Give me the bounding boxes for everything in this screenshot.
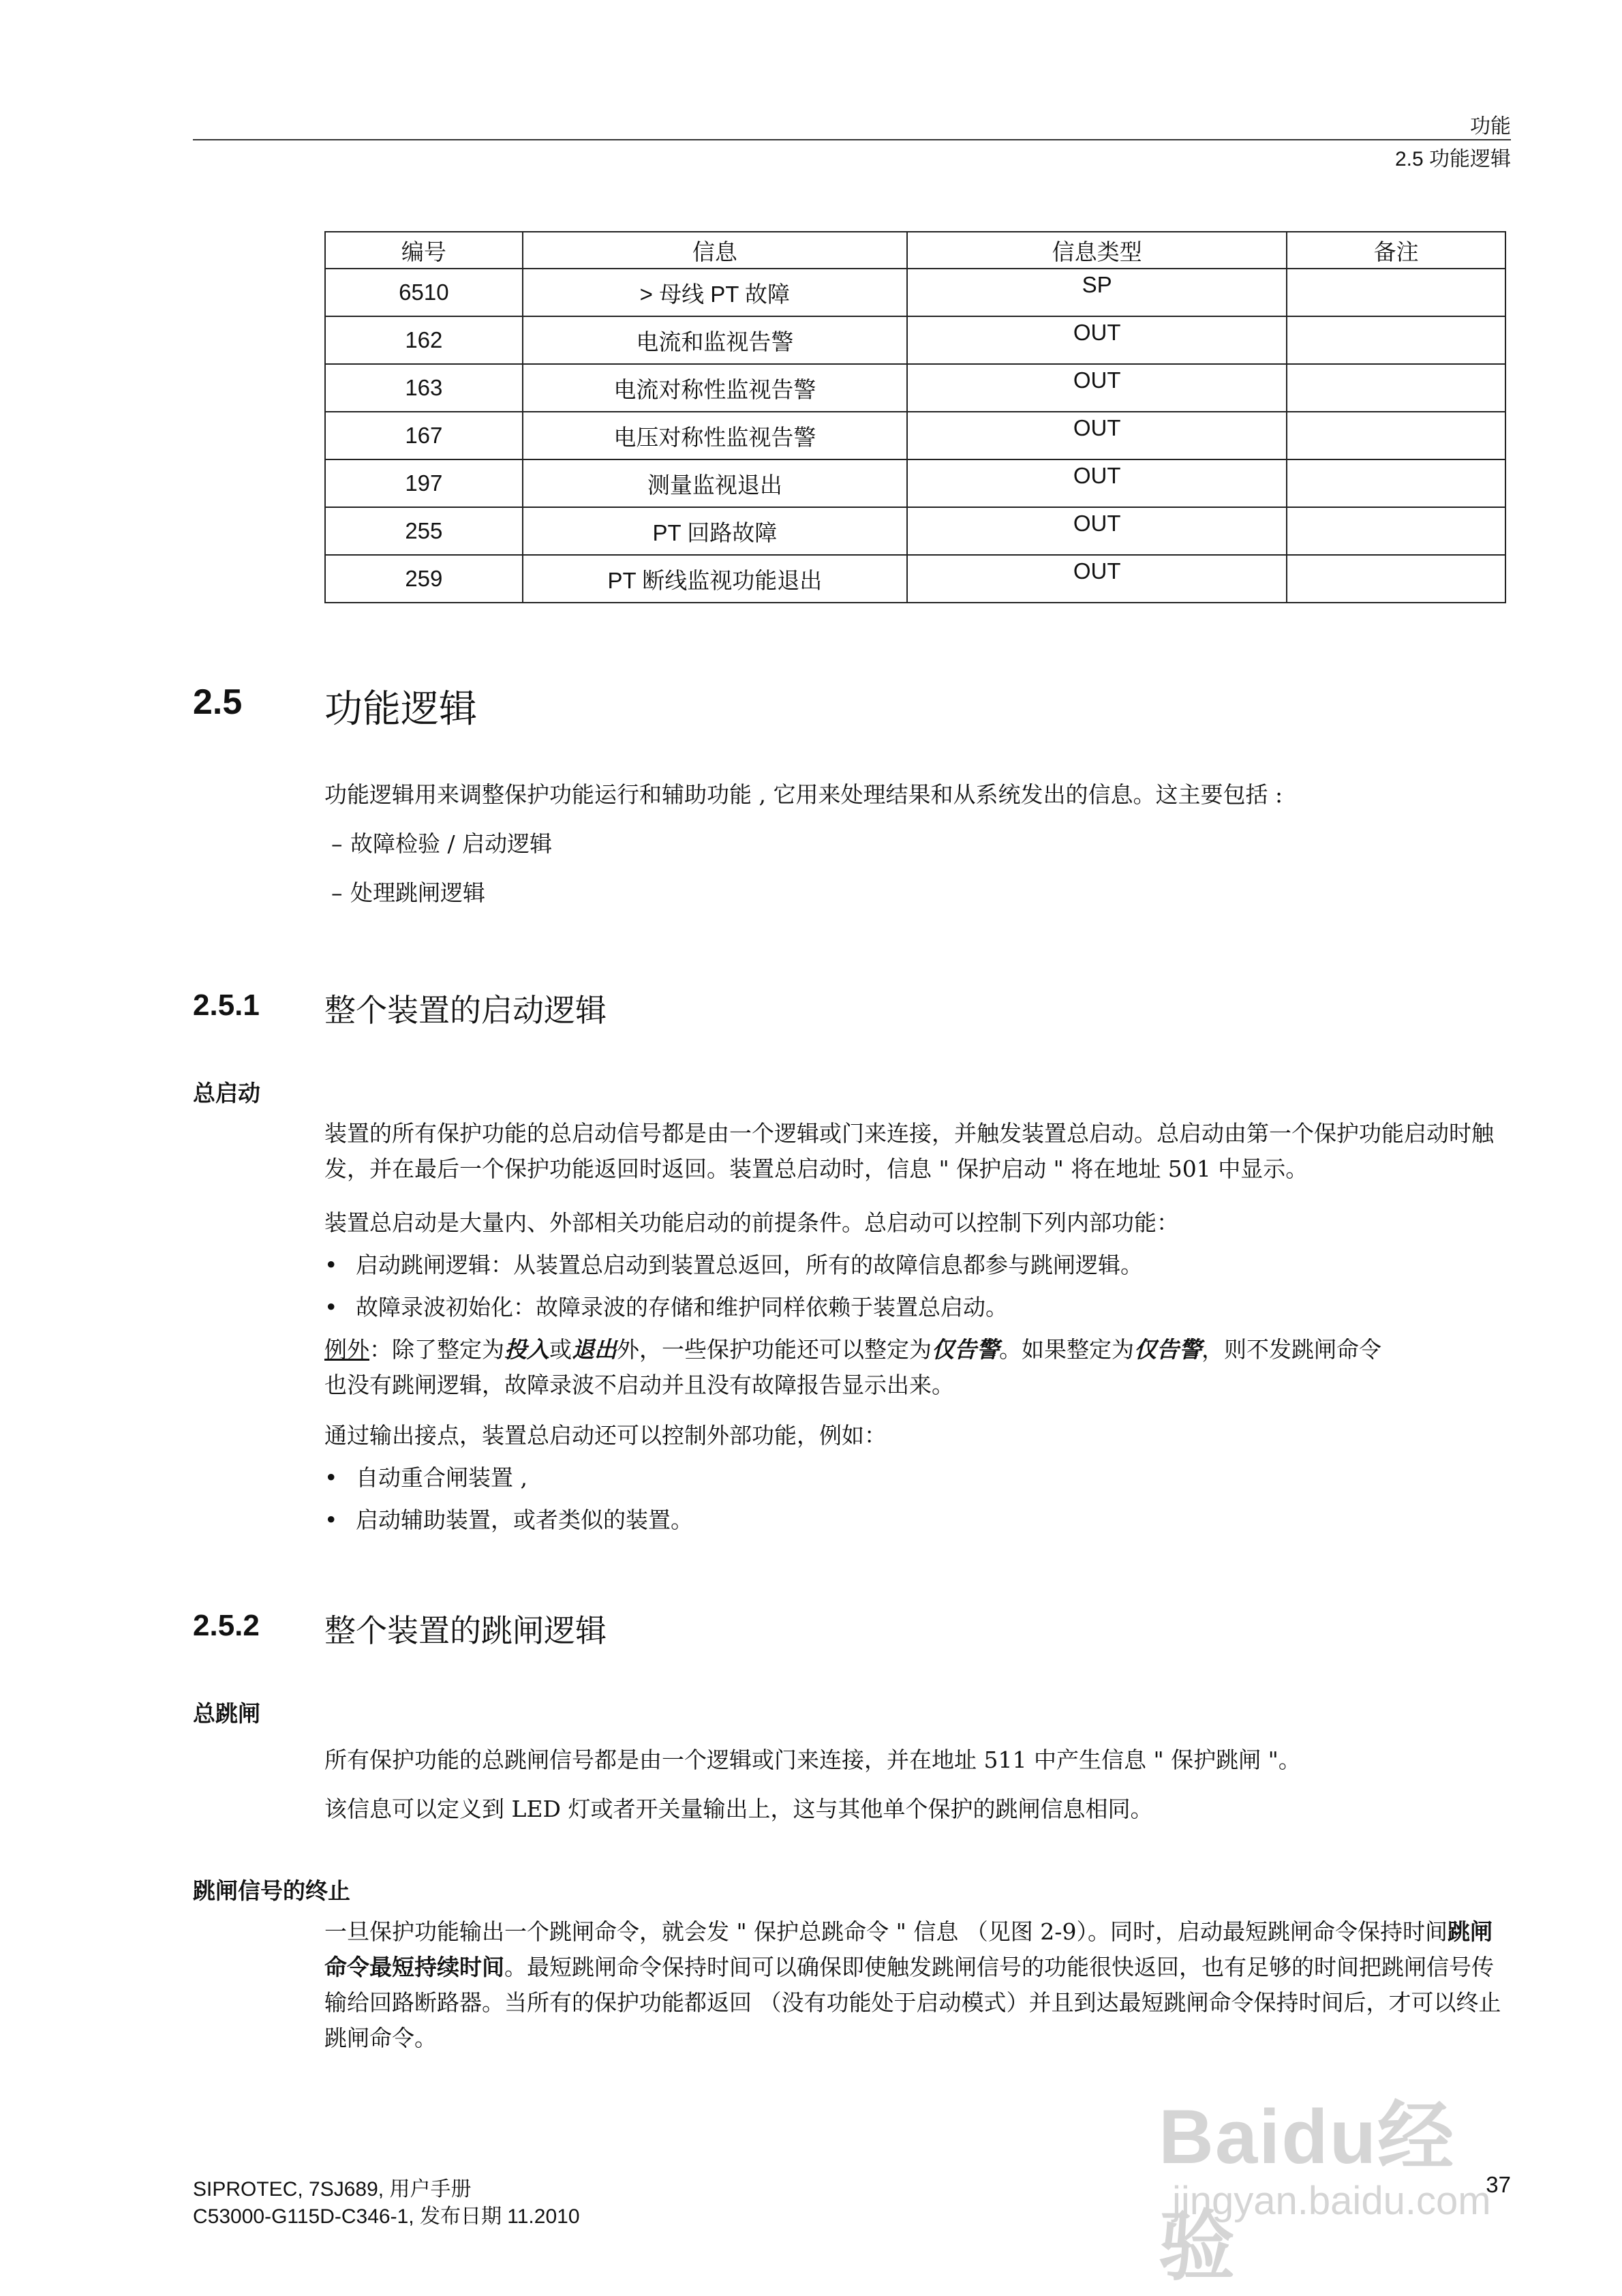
cell-type: OUT: [907, 316, 1287, 364]
setting-off: 退出: [572, 1336, 617, 1363]
table-row: [325, 412, 1505, 459]
cell-remark: [1287, 364, 1505, 412]
col-header-information: 信息: [523, 232, 907, 269]
bullet-text: 自动重合闸装置 ,: [356, 1464, 527, 1491]
bullet-text: 故障录波初始化：故障录波的存储和维护同样依赖于装置总启动。: [356, 1294, 1008, 1320]
bullet-item: [324, 1502, 693, 1535]
paragraph: 装置总启动是大量内、外部相关功能启动的前提条件。总启动可以控制下列内部功能：: [324, 1209, 1179, 1236]
running-header-title: 功能: [1470, 115, 1511, 138]
paragraph: 该信息可以定义到 LED 灯或者开关量输出上，这与其他单个保护的跳闸信息相同。: [324, 1796, 1153, 1822]
section-number: 2.5: [193, 682, 243, 722]
bullet-item: [324, 1290, 1008, 1322]
paragraph: 通过输出接点，装置总启动还可以控制外部功能，例如：: [324, 1422, 887, 1449]
bullet-text: 启动辅助装置，或者类似的装置。: [356, 1507, 693, 1533]
cell-type: OUT: [907, 459, 1287, 507]
bullet-item: [324, 1248, 1143, 1280]
cell-number: 6510: [325, 269, 523, 316]
cell-information: 测量监视退出: [523, 459, 907, 507]
exception-line: [324, 1332, 1381, 1364]
setting-on: 投入: [504, 1336, 549, 1363]
cell-type: OUT: [907, 507, 1287, 555]
cell-remark: [1287, 555, 1505, 603]
exception-text: ，则不发跳闸命令: [1202, 1336, 1381, 1363]
exception-line-2: 也没有跳闸逻辑，故障录波不启动并且没有故障报告显示出来。: [324, 1372, 954, 1398]
cell-information: 电流和监视告警: [523, 316, 907, 364]
subsection-number: 2.5.1: [193, 988, 260, 1022]
table-row: [325, 364, 1505, 412]
cell-information: PT 断线监视功能退出: [523, 555, 907, 603]
cell-information: > 母线 PT 故障: [523, 269, 907, 316]
watermark-url: jingyan.baidu.com: [1172, 2179, 1491, 2223]
cell-remark: [1287, 412, 1505, 459]
cell-remark: [1287, 459, 1505, 507]
intro-paragraph: 功能逻辑用来调整保护功能运行和辅助功能 , 它用来处理结果和从系统发出的信息。这主要包括 :: [324, 781, 1283, 808]
cell-remark: [1287, 269, 1505, 316]
exception-text: 外，一些保护功能还可以整定为: [617, 1336, 932, 1363]
side-heading: 总启动: [193, 1080, 260, 1106]
cell-type: OUT: [907, 412, 1287, 459]
side-heading: 跳闸信号的终止: [193, 1877, 350, 1904]
bullet-marker: •: [324, 1464, 338, 1491]
cell-number: 162: [325, 316, 523, 364]
message-table: [324, 231, 1506, 603]
table-row: [325, 316, 1505, 364]
list-item: – 故障检验 / 启动逻辑: [331, 830, 553, 857]
baidu-watermark: [1159, 2076, 1527, 2289]
cell-number: 163: [325, 364, 523, 412]
col-header-remark: 备注: [1287, 232, 1505, 269]
cell-information: PT 回路故障: [523, 507, 907, 555]
cell-information: 电压对称性监视告警: [523, 412, 907, 459]
col-header-number: 编号: [325, 232, 523, 269]
paragraph-text: 。最短跳闸命令保持时间可以确保即使触发跳闸信号的功能很快返回，也有足够的时间把跳闸信号传输给回路断路器。当所有的保护功能都返回 （没有功能处于启动模式）并且到达最短跳闸命令保持时间后，才可以终止跳闸命令。: [324, 1954, 1501, 2051]
setting-alarm-only: 仅告警: [1134, 1336, 1202, 1363]
bullet-item: [324, 1460, 527, 1492]
footer-manual-title: SIPROTEC, 7SJ689, 用户手册: [193, 2178, 472, 2201]
bullet-text: 启动跳闸逻辑：从装置总启动到装置总返回，所有的故障信息都参与跳闸逻辑。: [356, 1252, 1143, 1278]
list-item-text: 故障检验 / 启动逻辑: [350, 830, 553, 857]
cell-number: 197: [325, 459, 523, 507]
paragraph: 装置的所有保护功能的总启动信号都是由一个逻辑或门来连接，并触发装置总启动。总启动由第一个保护功能启动时触发，并在最后一个保护功能返回时返回。装置总启动时，信息 " 保护启动 " 将在地址 501 中显示。: [324, 1120, 1494, 1182]
paragraph: [324, 1914, 1510, 2056]
side-heading: 总跳闸: [193, 1700, 260, 1727]
table-row: [325, 555, 1505, 603]
cell-remark: [1287, 507, 1505, 555]
cell-number: 259: [325, 555, 523, 603]
table-header-row: [325, 232, 1505, 269]
cell-information: 电流对称性监视告警: [523, 364, 907, 412]
exception-text: ：除了整定为: [369, 1336, 504, 1363]
bullet-marker: •: [324, 1252, 338, 1278]
bullet-marker: •: [324, 1294, 338, 1320]
paragraph-text: 一旦保护功能输出一个跳闸命令，就会发 " 保护总跳命令 " 信息 （见图 2-9）。同时，启动最短跳闸命令保持时间: [324, 1918, 1448, 1945]
table-row: [325, 459, 1505, 507]
page-number: 37: [1486, 2172, 1511, 2197]
cell-type: OUT: [907, 555, 1287, 603]
subsection-title: 整个装置的启动逻辑: [324, 992, 607, 1029]
running-header-subtitle: 2.5 功能逻辑: [1394, 148, 1511, 170]
setting-alarm-only: 仅告警: [932, 1336, 999, 1363]
exception-label: 例外: [324, 1336, 369, 1363]
footer-document-number: C53000-G115D-C346-1, 发布日期 11.2010: [193, 2205, 580, 2228]
exception-text: 。如果整定为: [999, 1336, 1134, 1363]
cell-number: 167: [325, 412, 523, 459]
exception-text: 或: [549, 1336, 572, 1363]
table-row: [325, 507, 1505, 555]
list-item-text: 处理跳闸逻辑: [350, 879, 485, 906]
parameter-name: 跳闸命令最短持续时间: [324, 1918, 1493, 1980]
cell-number: 255: [325, 507, 523, 555]
cell-remark: [1287, 316, 1505, 364]
col-header-type: 信息类型: [907, 232, 1287, 269]
section-title: 功能逻辑: [324, 687, 477, 731]
watermark-logo: Baidu经验: [1159, 2094, 1456, 2289]
table-row: [325, 269, 1505, 316]
paragraph: 所有保护功能的总跳闸信号都是由一个逻辑或门来连接，并在地址 511 中产生信息 " 保护跳闸 "。: [324, 1747, 1301, 1773]
subsection-title: 整个装置的跳闸逻辑: [324, 1612, 607, 1649]
subsection-number: 2.5.2: [193, 1609, 260, 1642]
list-item: – 处理跳闸逻辑: [331, 879, 485, 906]
bullet-marker: •: [324, 1507, 338, 1533]
cell-type: SP: [907, 269, 1287, 316]
cell-type: OUT: [907, 364, 1287, 412]
header-rule: [193, 139, 1511, 140]
